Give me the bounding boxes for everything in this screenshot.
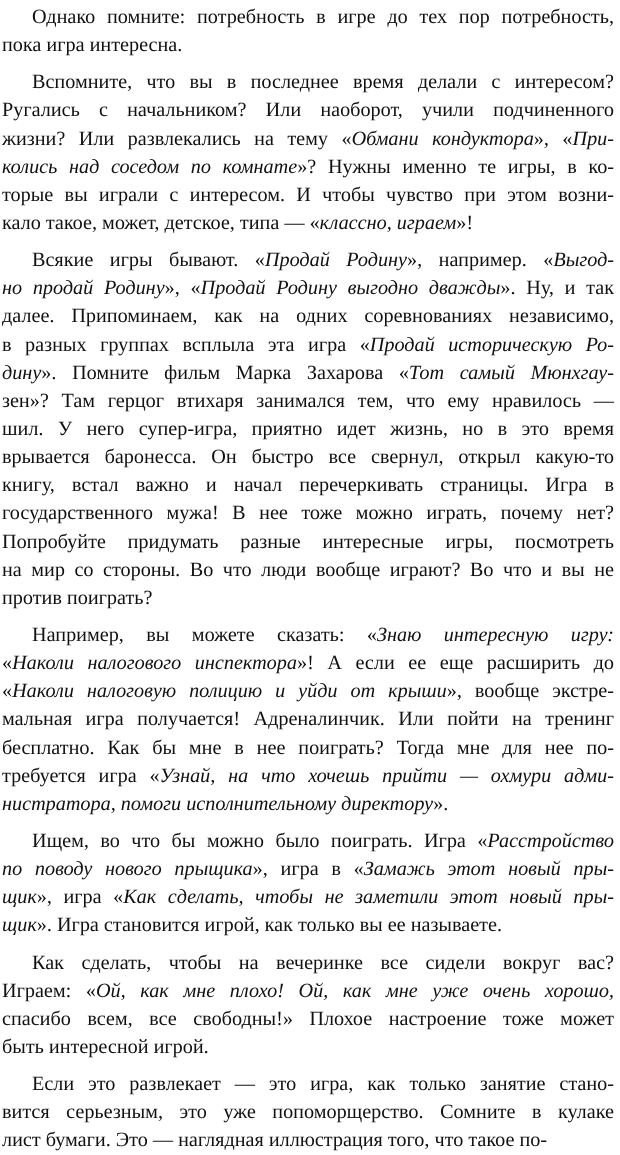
text-line: щик», игра «Как сделать, чтобы не заметили этот новый пры- (2, 886, 614, 909)
text-line: Однако помните: потребность в игре до тех пор потребность, (32, 6, 614, 28)
text-line: «Наколи налогового инспектора»! А если ее еще расширить до (2, 652, 614, 675)
paragraph (2, 949, 614, 1062)
text-line: «Наколи налоговую полицию и уйди от крыши», вообще экстре- (2, 680, 614, 703)
text-line: жизни? Или развлекались на тему «Обмани кондуктора», «При- (2, 127, 614, 150)
text-line: Как сделать, чтобы на вечеринке все сидели вокруг вас? (32, 951, 614, 974)
paragraph (2, 68, 614, 237)
text-line: щик». Игра становится игрой, как только вы ее называете. (2, 914, 503, 937)
text-line: Ругались с начальником? Или наоборот, учили подчиненного (2, 99, 614, 122)
text-line: бесплатно. Как бы мне в нее поиграть? Тогда мне для нее по- (2, 736, 614, 759)
text-line: требуется игра «Узнай, на что хочешь прийти — охмури адми- (2, 764, 614, 787)
paragraph (2, 827, 614, 940)
text-line: нистратора, помоги исполнительному директору». (2, 792, 449, 815)
text-line: Играем: «Ой, как мне плохо! Ой, как мне уже очень хорошо, (2, 979, 614, 1002)
text-line: мальная игра получается! Адреналинчик. Или пойти на тренинг (2, 708, 614, 731)
text-line: государственного мужа! В нее тоже можно играть, почему нет? (2, 502, 614, 525)
paragraph (2, 246, 614, 612)
text-line: но продай Родину», «Продай Родину выгодно дважды». Ну, и так (2, 277, 615, 300)
text-line: пока игра интересна. (2, 34, 183, 57)
text-line: в разных группах всплыла эта игра «Продай историческую Ро- (2, 333, 614, 356)
text-line: на мир со стороны. Во что люди вообще играют? Во что и вы не (2, 558, 614, 581)
text-line: книгу, встал важно и начал перечеркивать страницы. Игра в (2, 474, 614, 497)
paragraph (2, 1070, 614, 1154)
text-line: Если это развлекает — это игра, как только занятие стано- (32, 1073, 614, 1096)
text-line: против поиграть? (2, 586, 153, 609)
text-line: кало такое, может, детское, типа — «классно, играем»! (2, 211, 474, 234)
text-line: зен»? Там герцог втихаря занимался тем, что ему нравилось — (2, 389, 614, 412)
paragraph (2, 621, 614, 818)
paragraph (2, 3, 614, 59)
text-line: дину». Помните фильм Марка Захарова «Тот самый Мюнхгау- (2, 361, 614, 384)
text-line: Например, вы можете сказать: «Знаю интересную игру: (32, 623, 614, 646)
text-line: спасибо всем, все свободны!» Плохое настроение тоже может (2, 1007, 614, 1030)
text-line: колись над соседом по комнате»? Нужны именно те игры, в ко- (2, 155, 615, 178)
text-line: Ищем, во что бы можно было поиграть. Игра «Расстройство (32, 829, 614, 852)
text-line: Всякие игры бывают. «Продай Родину», например. «Выгод- (32, 249, 615, 272)
text-line: Попробуйте придумать разные интересные игры, посмотреть (2, 530, 614, 553)
text-line: шил. У него супер-игра, приятно идет жизнь, но в это время (2, 417, 614, 440)
text-line: далее. Припоминаем, как на одних соревнованиях независимо, (2, 305, 614, 328)
text-line: по поводу нового прыщика», игра в «Замажь этот новый пры- (2, 858, 615, 881)
text-line: торые вы играли с интересом. И чтобы чувство при этом возни- (2, 183, 614, 206)
text-line: быть интересной игрой. (2, 1035, 209, 1058)
text-line: лист бумаги. Это — наглядная иллюстрация того, что такое по- (2, 1129, 548, 1152)
text-line: Вспомните, что вы в последнее время делали с интересом? (32, 71, 614, 94)
text-line: вится серьезным, это уже попоморщерство. Сомните в кулаке (2, 1101, 614, 1124)
text-line: врывается баронесса. Он быстро все свернул, открыл какую-то (2, 446, 614, 469)
